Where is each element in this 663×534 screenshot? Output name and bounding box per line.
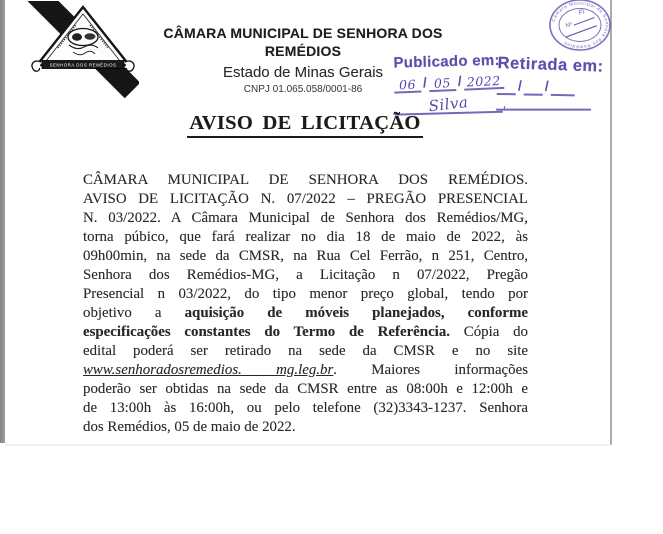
body-text-segment: www.senhoradosremedios. mg.leg.br [83,362,334,378]
cnpj-number: CNPJ 01.065.058/0001-86 [243,84,363,95]
body-line [83,304,528,323]
date-separator: / [457,72,463,89]
body-line [83,380,528,399]
body-text-segment: torna púbico, que fará realizar no dia 18 de maio de 2022, às [83,229,528,245]
body-text-segment: . Maiores informações [333,362,528,378]
published-month-value: 05 [433,75,452,91]
published-year-value: 2022 [466,73,501,90]
body-line [83,323,528,342]
body-line [83,361,528,380]
date-separator: / [544,77,549,94]
body-text-segment: poderão ser obtidas na sede da CMSR entre as 08:00h e 12:00h e [83,381,528,397]
signature-suffix: , [502,95,507,111]
body-line [83,247,528,266]
logo-banner-text: SENHORA DOS REMÉDIOS [49,62,117,68]
published-day-value: 06 [398,76,417,93]
body-line [83,228,528,247]
body-line [83,266,528,285]
retrieved-stamp [496,54,616,113]
retrieved-month-field [524,80,543,95]
body-line [83,209,528,228]
retrieved-date-blanks [497,77,615,97]
body-text-segment: Senhora dos Remédios-MG, a Licitação n 07/2022, Pregão [83,267,528,283]
round-stamp-num-label: Nº [565,22,574,30]
org-name: CÂMARA MUNICIPAL DE SENHORA DOS REMÉDIOS [163,25,443,59]
body-text-segment: Cópia do [450,324,528,340]
retrieved-day-field [497,80,516,95]
body-line [83,285,528,304]
body-line [83,399,528,418]
body-text-segment: dos Remédios, 05 de maio de 2022. [83,419,296,435]
body-line [83,171,528,190]
body-text-segment: edital poderá ser retirado na sede da CMSR e no site [83,343,528,359]
date-separator: / [517,77,522,94]
state-name: Estado de Minas Gerais [222,64,384,81]
body-text-segment: de 13:00h às 16:00h, ou pelo telefone (32)3343-1237. Senhora [83,400,528,416]
scan-edge-bottom [5,444,611,446]
retrieved-signature-line [496,109,591,111]
body-line [83,342,528,361]
date-separator: / [422,74,428,91]
scan-edge-left [0,0,5,443]
body-text-segment: AVISO DE LICITAÇÃO N. 07/2022 – PREGÃO PRESENCIAL [83,191,528,207]
signature: Silva [427,92,470,116]
body-line [83,190,528,209]
body-text-segment: N. 03/2022. A Câmara Municipal de Senhora dos Remédios/MG, [83,210,528,226]
body-paragraph [83,171,528,437]
coat-of-arms-icon [27,1,139,110]
published-day-field [394,75,422,93]
retrieved-stamp-label: Retirada em: [497,53,604,76]
round-stamp-icon [546,0,616,61]
published-stamp-label: Publicado em: [393,51,501,72]
round-stamp-fl-label: Fl [578,8,586,17]
body-text-segment: objetivo a [83,305,185,321]
body-text-segment: especificações constantes do Termo de Referência. [83,324,450,340]
round-stamp-rim-text: Câmara Municipal de Senhora dos Remédios [550,0,610,50]
body-line [83,418,528,437]
retrieved-year-field [551,81,575,96]
page-title: AVISO DE LICITAÇÃO [187,112,422,138]
body-text-segment: 09h00min, na sede da CMSR, na Rua Cel Ferrão, n 251, Centro, [83,248,528,264]
published-month-field [429,74,457,92]
body-text-segment: Presencial n 03/2022, do tipo menor preço global, tendo por [83,286,528,302]
title-row [120,112,490,138]
body-text-segment: aquisição de móveis planejados, conforme [184,305,528,321]
body-text-segment: CÂMARA MUNICIPAL DE SENHORA DOS REMÉDIOS. [83,172,528,188]
